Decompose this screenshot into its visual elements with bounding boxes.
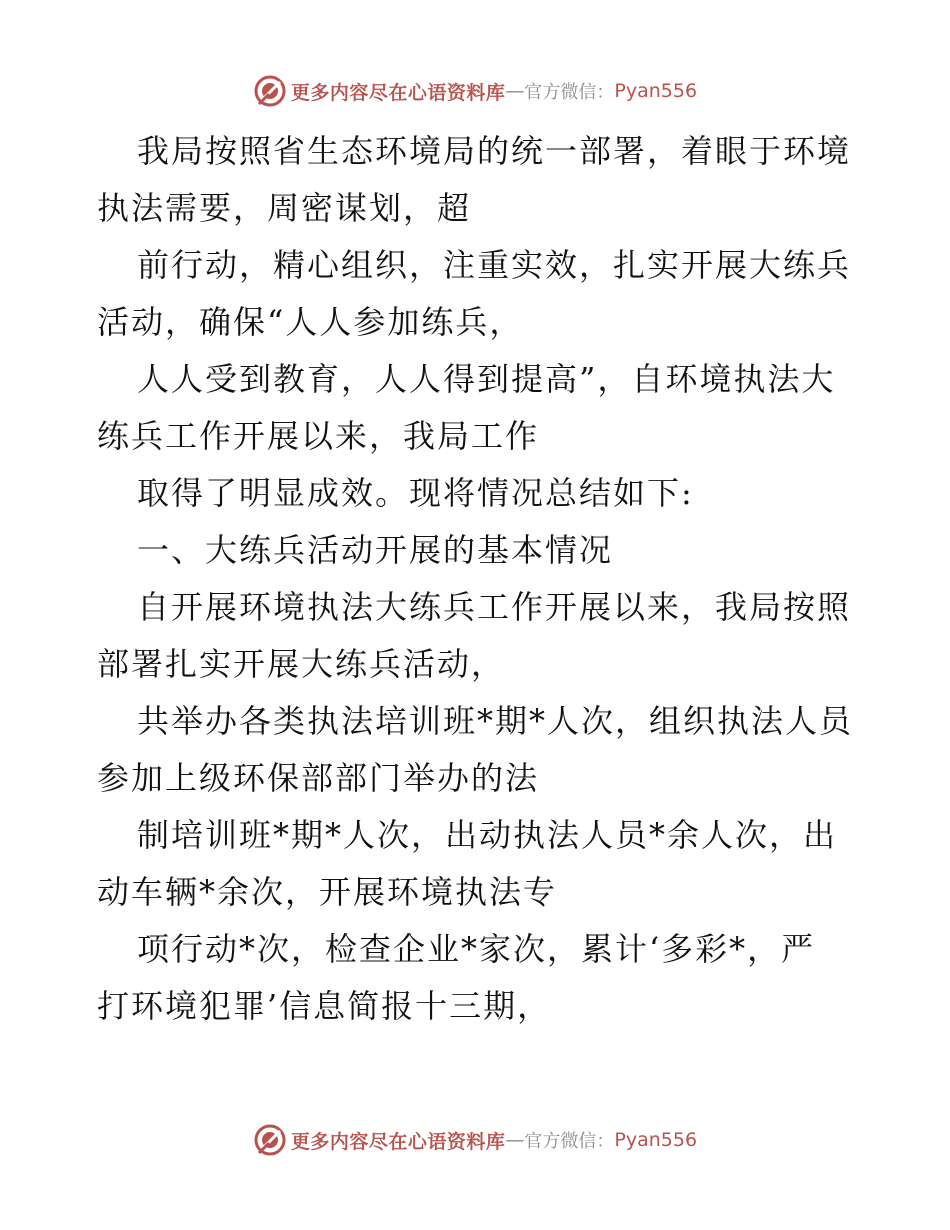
watermark-official-label: 官方微信： bbox=[524, 82, 615, 103]
footer-watermark bbox=[0, 1120, 950, 1160]
document-body bbox=[97, 120, 857, 1032]
body-line: 动车辆*余次，开展环境执法专 bbox=[97, 872, 558, 911]
body-line: 练兵工作开展以来，我局工作 bbox=[97, 416, 540, 455]
body-line: 共举办各类执法培训班*期*人次，组织执法人员 bbox=[137, 701, 854, 740]
watermark-wechat-id: Pyan556 bbox=[614, 1129, 698, 1151]
header-watermark bbox=[0, 71, 950, 111]
body-line: 前行动，精心组织，注重实效，扎实开展大练兵 bbox=[137, 245, 852, 284]
watermark-official-label: 官方微信： bbox=[524, 1131, 615, 1152]
body-line: 人人受到教育，人人得到提高”，自环境执法大 bbox=[137, 359, 836, 398]
watermark-dash: — bbox=[505, 80, 525, 102]
watermark-wechat-id: Pyan556 bbox=[614, 80, 698, 102]
body-line: 部署扎实开展大练兵活动， bbox=[97, 644, 506, 683]
body-line: 执法需要，周密谋划，超 bbox=[97, 188, 472, 227]
body-line: 活动，确保“人人参加练兵， bbox=[97, 302, 524, 341]
body-line: 参加上级环保部部门举办的法 bbox=[97, 758, 540, 797]
section-heading: 一、大练兵活动开展的基本情况 bbox=[137, 530, 614, 569]
body-line: 我局按照省生态环境局的统一部署，着眼于环境 bbox=[137, 131, 852, 170]
body-line: 自开展环境执法大练兵工作开展以来，我局按照 bbox=[137, 587, 852, 626]
brand-logo-icon bbox=[253, 1123, 287, 1157]
brand-logo-icon bbox=[253, 74, 287, 108]
body-line: 打环境犯罪’信息简报十三期， bbox=[97, 986, 552, 1025]
watermark-dash: — bbox=[505, 1129, 525, 1151]
body-line: 项行动*次，检查企业*家次，累计‘多彩*，严 bbox=[137, 929, 816, 968]
watermark-brand-text: 更多内容尽在心语资料库 bbox=[290, 1130, 506, 1153]
body-line: 制培训班*期*人次，出动执法人员*余人次，出 bbox=[137, 815, 838, 854]
body-line: 取得了明显成效。现将情况总结如下: bbox=[137, 473, 694, 512]
watermark-brand-text: 更多内容尽在心语资料库 bbox=[290, 81, 506, 104]
